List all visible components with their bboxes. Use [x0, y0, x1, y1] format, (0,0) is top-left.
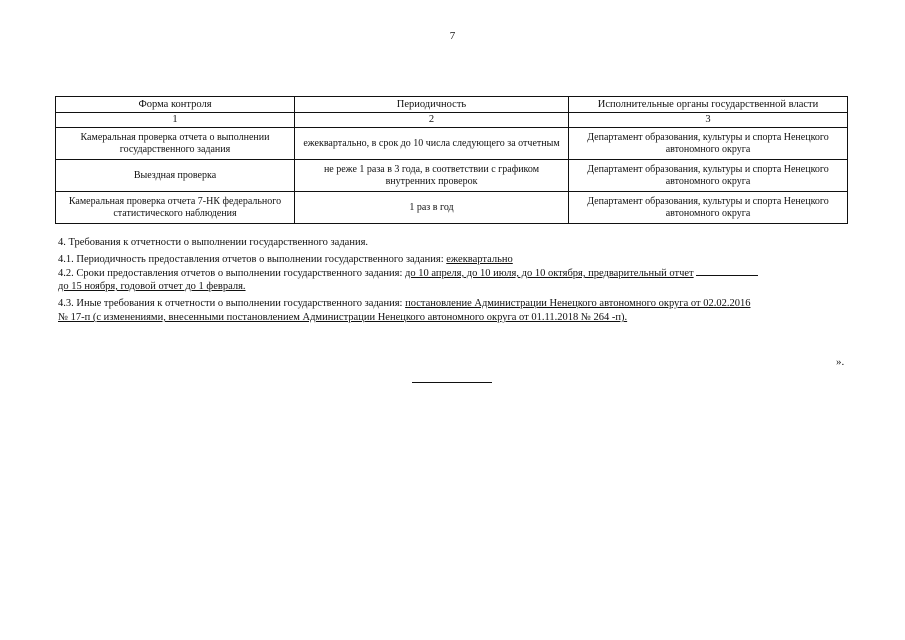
cell-periodicity: ежеквартально, в срок до 10 числа следующего за отчетным — [295, 128, 569, 160]
requirement-4-3 — [58, 297, 848, 310]
column-number: 2 — [295, 113, 569, 128]
page-number: 7 — [449, 30, 456, 42]
separator-line — [412, 382, 492, 383]
cell-authority: Департамент образования, культуры и спорта Ненецкого автономного округа — [569, 192, 848, 224]
cell-control-form: Выездная проверка — [56, 160, 295, 192]
requirement-4-3-continued — [58, 311, 848, 324]
table-header-row — [56, 97, 848, 113]
header-control-form: Форма контроля — [56, 97, 295, 113]
column-number: 3 — [569, 113, 848, 128]
header-authorities: Исполнительные органы государственной власти — [569, 97, 848, 113]
cell-periodicity: 1 раз в год — [295, 192, 569, 224]
requirement-4-1-label: 4.1. Периодичность предоставления отчетов о выполнении государственного задания: — [58, 254, 444, 265]
table-row — [56, 192, 848, 224]
requirement-4-2-value: до 10 апреля, до 10 июля, до 10 октября, предварительный отчет — [405, 268, 694, 279]
cell-control-form: Камеральная проверка отчета 7-НК федерального статистического наблюдения — [56, 192, 295, 224]
column-number: 1 — [56, 113, 295, 128]
column-numbers-row — [56, 113, 848, 128]
header-periodicity: Периодичность — [295, 97, 569, 113]
cell-control-form: Камеральная проверка отчета о выполнении государственного задания — [56, 128, 295, 160]
requirement-4-2-label: 4.2. Сроки предоставления отчетов о выполнении государственного задания: — [58, 268, 403, 279]
requirement-4-2-value-continued: до 15 ноября, годовой отчет до 1 февраля. — [58, 281, 246, 292]
requirement-4-2-continued — [58, 280, 848, 293]
table-row — [56, 128, 848, 160]
requirement-4-1-value: ежеквартально — [446, 254, 513, 265]
blank-fill-line — [696, 266, 758, 276]
cell-authority: Департамент образования, культуры и спорта Ненецкого автономного округа — [569, 160, 848, 192]
requirement-4-1 — [58, 253, 848, 266]
cell-authority: Департамент образования, культуры и спорта Ненецкого автономного округа — [569, 128, 848, 160]
cell-periodicity: не реже 1 раза в 3 года, в соответствии с графиком внутренних проверок — [295, 160, 569, 192]
table-row — [56, 160, 848, 192]
requirement-4-3-value: постановление Администрации Ненецкого автономного округа от 02.02.2016 — [405, 298, 751, 309]
control-forms-table — [55, 96, 848, 224]
requirement-4-3-value-continued: № 17-п (с изменениями, внесенными постановлением Администрации Ненецкого автономного округа от 01.11.2018 № 264 -п). — [58, 312, 628, 323]
closing-quote: ». — [836, 356, 845, 368]
requirement-4-2 — [58, 266, 848, 280]
requirement-4-3-label: 4.3. Иные требования к отчетности о выполнении государственного задания: — [58, 298, 403, 309]
requirements-heading: 4. Требования к отчетности о выполнении государственного задания. — [58, 237, 369, 248]
